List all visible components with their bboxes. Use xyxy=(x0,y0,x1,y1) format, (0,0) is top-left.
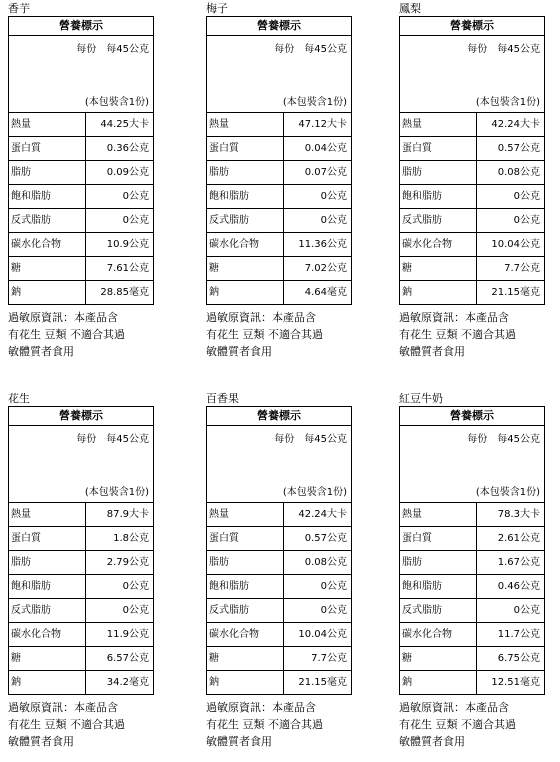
row-value: 21.15毫克 xyxy=(298,677,347,688)
serving-size: 每份 每45公克 xyxy=(467,434,540,445)
row-sugar xyxy=(9,647,153,671)
row-value: 0公克 xyxy=(320,581,347,592)
row-value: 0.57公克 xyxy=(497,143,540,154)
row-sugar xyxy=(207,257,351,281)
nutrition-panel xyxy=(399,390,559,750)
row-label: 糖 xyxy=(207,257,284,280)
servings-per-package: (本包裝含1份) xyxy=(282,97,347,108)
flavor-title: 梅子 xyxy=(206,2,228,15)
row-sodium xyxy=(400,671,544,694)
serving-size: 每份 每45公克 xyxy=(274,434,347,445)
row-fat xyxy=(207,161,351,185)
row-fat xyxy=(9,551,153,575)
row-label: 碳水化合物 xyxy=(207,623,284,646)
row-carbohydrate xyxy=(207,233,351,257)
row-value: 0公克 xyxy=(320,215,347,226)
row-label: 蛋白質 xyxy=(400,137,477,160)
row-label: 熱量 xyxy=(400,503,477,526)
nutrition-table xyxy=(8,16,154,305)
row-trans-fat xyxy=(207,599,351,623)
row-protein xyxy=(9,137,153,161)
row-value: 0.57公克 xyxy=(304,533,347,544)
row-calories xyxy=(9,113,153,137)
row-sodium xyxy=(9,281,153,304)
row-saturated-fat xyxy=(400,575,544,599)
row-value: 11.7公克 xyxy=(497,629,540,640)
row-label: 碳水化合物 xyxy=(9,623,86,646)
flavor-title: 紅豆牛奶 xyxy=(399,392,443,405)
row-label: 蛋白質 xyxy=(9,137,86,160)
nutrition-heading: 營養標示 xyxy=(9,17,153,36)
row-value: 0公克 xyxy=(122,605,149,616)
row-value: 0.46公克 xyxy=(497,581,540,592)
row-value: 0公克 xyxy=(513,215,540,226)
row-label: 熱量 xyxy=(9,503,86,526)
row-label: 糖 xyxy=(207,647,284,670)
row-value: 87.9大卡 xyxy=(106,509,149,520)
servings-per-package: (本包裝含1份) xyxy=(282,487,347,498)
row-value: 0.09公克 xyxy=(106,167,149,178)
row-protein xyxy=(400,527,544,551)
row-label: 糖 xyxy=(400,257,477,280)
row-fat xyxy=(9,161,153,185)
row-label: 蛋白質 xyxy=(207,137,284,160)
row-label: 蛋白質 xyxy=(207,527,284,550)
servings-per-package: (本包裝含1份) xyxy=(84,487,149,498)
flavor-title: 香芋 xyxy=(8,2,30,15)
row-label: 熱量 xyxy=(207,113,284,136)
serving-size: 每份 每45公克 xyxy=(274,44,347,55)
nutrition-table xyxy=(399,406,545,695)
row-label: 碳水化合物 xyxy=(9,233,86,256)
row-sodium xyxy=(207,671,351,694)
row-saturated-fat xyxy=(400,185,544,209)
row-value: 42.24大卡 xyxy=(298,509,347,520)
row-value: 0.08公克 xyxy=(497,167,540,178)
row-label: 蛋白質 xyxy=(400,527,477,550)
row-value: 7.02公克 xyxy=(304,263,347,274)
row-carbohydrate xyxy=(9,233,153,257)
row-label: 鈉 xyxy=(400,671,477,694)
row-label: 反式脂肪 xyxy=(9,209,86,232)
nutrition-panel xyxy=(8,0,168,360)
flavor-title: 花生 xyxy=(8,392,30,405)
row-value: 7.61公克 xyxy=(106,263,149,274)
nutrition-heading: 營養標示 xyxy=(207,407,351,426)
row-sodium xyxy=(9,671,153,694)
row-value: 1.8公克 xyxy=(113,533,149,544)
row-sugar xyxy=(9,257,153,281)
row-protein xyxy=(207,137,351,161)
row-value: 21.15毫克 xyxy=(491,287,540,298)
row-label: 熱量 xyxy=(400,113,477,136)
row-label: 脂肪 xyxy=(9,161,86,184)
row-label: 反式脂肪 xyxy=(9,599,86,622)
row-sodium xyxy=(400,281,544,304)
row-value: 12.51毫克 xyxy=(491,677,540,688)
allergen-note: 過敏原資訊：本產品含 有花生 豆類 不適合其過 敏體質者食用 xyxy=(8,311,125,358)
nutrition-heading: 營養標示 xyxy=(207,17,351,36)
row-label: 飽和脂肪 xyxy=(207,575,284,598)
row-label: 飽和脂肪 xyxy=(400,575,477,598)
row-carbohydrate xyxy=(9,623,153,647)
row-carbohydrate xyxy=(400,623,544,647)
row-calories xyxy=(9,503,153,527)
row-label: 鈉 xyxy=(207,281,284,304)
row-label: 碳水化合物 xyxy=(207,233,284,256)
row-protein xyxy=(400,137,544,161)
row-trans-fat xyxy=(9,209,153,233)
row-trans-fat xyxy=(400,599,544,623)
nutrition-table xyxy=(206,16,352,305)
row-value: 0.36公克 xyxy=(106,143,149,154)
row-label: 反式脂肪 xyxy=(207,209,284,232)
row-value: 0公克 xyxy=(320,605,347,616)
row-sugar xyxy=(400,257,544,281)
row-protein xyxy=(9,527,153,551)
nutrition-panel xyxy=(399,0,559,360)
row-label: 鈉 xyxy=(9,671,86,694)
row-value: 10.04公克 xyxy=(491,239,540,250)
row-protein xyxy=(207,527,351,551)
row-saturated-fat xyxy=(207,575,351,599)
row-calories xyxy=(207,503,351,527)
row-label: 碳水化合物 xyxy=(400,233,477,256)
serving-size: 每份 每45公克 xyxy=(76,44,149,55)
nutrition-panel xyxy=(206,0,366,360)
nutrition-panel xyxy=(8,390,168,750)
row-sugar xyxy=(400,647,544,671)
row-value: 4.64毫克 xyxy=(304,287,347,298)
row-label: 反式脂肪 xyxy=(400,599,477,622)
row-value: 0公克 xyxy=(513,191,540,202)
row-value: 10.9公克 xyxy=(106,239,149,250)
servings-per-package: (本包裝含1份) xyxy=(475,97,540,108)
row-carbohydrate xyxy=(207,623,351,647)
row-value: 28.85毫克 xyxy=(100,287,149,298)
row-value: 7.7公克 xyxy=(311,653,347,664)
row-label: 脂肪 xyxy=(400,161,477,184)
row-label: 飽和脂肪 xyxy=(9,185,86,208)
row-fat xyxy=(207,551,351,575)
row-label: 熱量 xyxy=(207,503,284,526)
nutrition-table xyxy=(206,406,352,695)
row-value: 0公克 xyxy=(122,215,149,226)
row-label: 碳水化合物 xyxy=(400,623,477,646)
allergen-note: 過敏原資訊：本產品含 有花生 豆類 不適合其過 敏體質者食用 xyxy=(399,311,516,358)
nutrition-table xyxy=(8,406,154,695)
row-carbohydrate xyxy=(400,233,544,257)
row-value: 44.25大卡 xyxy=(100,119,149,130)
row-label: 脂肪 xyxy=(400,551,477,574)
row-label: 飽和脂肪 xyxy=(400,185,477,208)
row-value: 11.36公克 xyxy=(298,239,347,250)
row-calories xyxy=(207,113,351,137)
nutrition-panel xyxy=(206,390,366,750)
row-value: 0公克 xyxy=(513,605,540,616)
nutrition-heading: 營養標示 xyxy=(400,407,544,426)
flavor-title: 鳳梨 xyxy=(399,2,421,15)
row-trans-fat xyxy=(207,209,351,233)
row-label: 飽和脂肪 xyxy=(9,575,86,598)
row-value: 0.07公克 xyxy=(304,167,347,178)
row-value: 34.2毫克 xyxy=(106,677,149,688)
row-value: 0公克 xyxy=(122,581,149,592)
row-value: 10.04公克 xyxy=(298,629,347,640)
row-value: 2.61公克 xyxy=(497,533,540,544)
row-label: 糖 xyxy=(9,257,86,280)
row-fat xyxy=(400,161,544,185)
row-value: 47.12大卡 xyxy=(298,119,347,130)
row-value: 42.24大卡 xyxy=(491,119,540,130)
row-trans-fat xyxy=(400,209,544,233)
row-saturated-fat xyxy=(9,185,153,209)
row-value: 78.3大卡 xyxy=(497,509,540,520)
allergen-note: 過敏原資訊：本產品含 有花生 豆類 不適合其過 敏體質者食用 xyxy=(206,311,323,358)
row-label: 脂肪 xyxy=(207,161,284,184)
nutrition-heading: 營養標示 xyxy=(9,407,153,426)
row-label: 脂肪 xyxy=(9,551,86,574)
row-label: 鈉 xyxy=(207,671,284,694)
row-value: 1.67公克 xyxy=(497,557,540,568)
row-label: 脂肪 xyxy=(207,551,284,574)
row-trans-fat xyxy=(9,599,153,623)
row-value: 6.57公克 xyxy=(106,653,149,664)
servings-per-package: (本包裝含1份) xyxy=(84,97,149,108)
row-value: 6.75公克 xyxy=(497,653,540,664)
row-saturated-fat xyxy=(207,185,351,209)
row-sodium xyxy=(207,281,351,304)
row-label: 糖 xyxy=(9,647,86,670)
row-label: 反式脂肪 xyxy=(400,209,477,232)
row-calories xyxy=(400,503,544,527)
row-label: 蛋白質 xyxy=(9,527,86,550)
row-value: 11.9公克 xyxy=(106,629,149,640)
allergen-note: 過敏原資訊：本產品含 有花生 豆類 不適合其過 敏體質者食用 xyxy=(206,701,323,748)
allergen-note: 過敏原資訊：本產品含 有花生 豆類 不適合其過 敏體質者食用 xyxy=(8,701,125,748)
row-calories xyxy=(400,113,544,137)
nutrition-heading: 營養標示 xyxy=(400,17,544,36)
serving-size: 每份 每45公克 xyxy=(76,434,149,445)
flavor-title: 百香果 xyxy=(206,392,239,405)
row-value: 0.08公克 xyxy=(304,557,347,568)
row-fat xyxy=(400,551,544,575)
row-label: 糖 xyxy=(400,647,477,670)
servings-per-package: (本包裝含1份) xyxy=(475,487,540,498)
row-sugar xyxy=(207,647,351,671)
row-value: 0公克 xyxy=(320,191,347,202)
row-value: 0公克 xyxy=(122,191,149,202)
row-label: 鈉 xyxy=(9,281,86,304)
nutrition-table xyxy=(399,16,545,305)
row-label: 鈉 xyxy=(400,281,477,304)
row-label: 飽和脂肪 xyxy=(207,185,284,208)
row-saturated-fat xyxy=(9,575,153,599)
allergen-note: 過敏原資訊：本產品含 有花生 豆類 不適合其過 敏體質者食用 xyxy=(399,701,516,748)
row-label: 熱量 xyxy=(9,113,86,136)
serving-size: 每份 每45公克 xyxy=(467,44,540,55)
row-value: 0.04公克 xyxy=(304,143,347,154)
row-value: 2.79公克 xyxy=(106,557,149,568)
row-value: 7.7公克 xyxy=(504,263,540,274)
row-label: 反式脂肪 xyxy=(207,599,284,622)
